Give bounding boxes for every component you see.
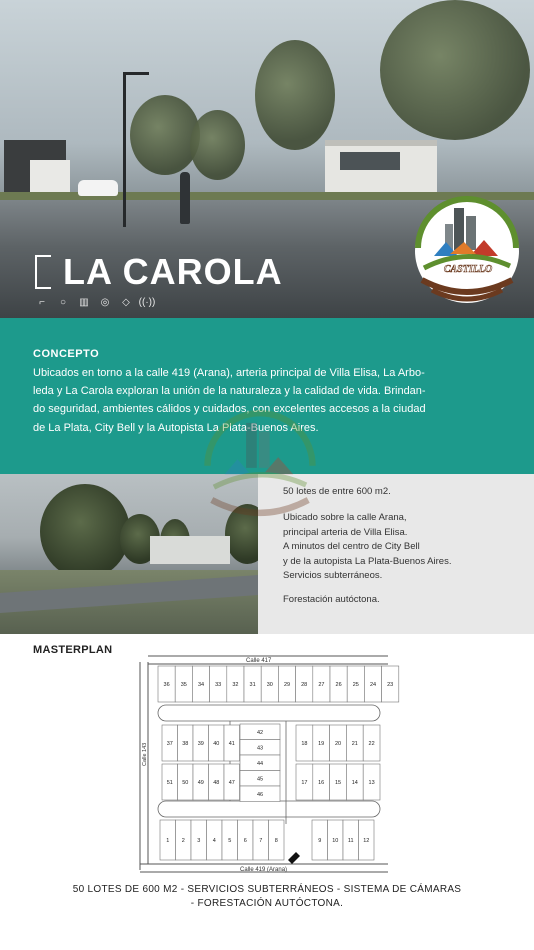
- info-line: y de la autopista La Plata-Buenos Aires.: [283, 555, 452, 567]
- lot-number: 19: [318, 741, 325, 747]
- lot-number: 23: [387, 682, 394, 688]
- lot-number: 25: [352, 682, 359, 688]
- lot-number: 47: [228, 780, 235, 786]
- lot-number: 35: [180, 682, 187, 688]
- lot-number: 1: [166, 838, 170, 844]
- lot-number: 37: [166, 741, 173, 747]
- internal-road: [158, 801, 380, 817]
- lot-number: 41: [228, 741, 235, 747]
- lot-number: 21: [351, 741, 358, 747]
- street-lamp-arm: [123, 72, 149, 75]
- masterplan-map: [130, 648, 392, 878]
- amenity-icons: [36, 296, 156, 308]
- lot-number: 28: [301, 682, 308, 688]
- house-window: [340, 152, 400, 170]
- info-line: Ubicado sobre la calle Arana,: [283, 512, 407, 523]
- concept-title: CONCEPTO: [33, 348, 100, 360]
- lot-number: 27: [318, 682, 325, 688]
- lot-number: 20: [334, 741, 342, 747]
- lots-summary: 50 lotes de entre 600 m2.: [283, 486, 391, 497]
- lot-number: 51: [166, 780, 173, 786]
- lot-number: 44: [256, 760, 264, 767]
- lot-number: 48: [213, 780, 220, 786]
- wifi-signal-icon: ((·)): [138, 296, 156, 308]
- lot-number: 12: [363, 838, 370, 844]
- footer-caption: [0, 883, 534, 911]
- lot-number: 32: [232, 682, 239, 688]
- house: [150, 536, 230, 564]
- lot-number: 39: [197, 741, 204, 747]
- tree: [130, 95, 200, 175]
- internal-road: [158, 705, 380, 721]
- forest-note: Forestación autóctona.: [283, 594, 380, 605]
- logo-watermark: [200, 410, 320, 530]
- street-label-bottom: Calle 419 (Arana): [240, 867, 288, 873]
- lot-number: 33: [215, 682, 222, 688]
- lot-number: 31: [249, 682, 256, 688]
- lot-number: 15: [334, 780, 342, 786]
- lot-number: 36: [163, 682, 170, 688]
- tree: [255, 40, 335, 150]
- street-label-left: Calle 143: [142, 742, 148, 766]
- tree: [40, 484, 130, 579]
- masterplan-title: MASTERPLAN: [33, 644, 113, 656]
- street-lamp: [123, 72, 126, 227]
- lot-number: 42: [256, 729, 264, 736]
- lot-number: 38: [182, 741, 189, 747]
- lot-number: 40: [213, 741, 220, 747]
- lot-number: 34: [197, 682, 205, 688]
- lot-number: 2: [181, 838, 185, 844]
- hero-title-group: [35, 252, 283, 292]
- logo-brand: CASTILLO: [443, 264, 493, 275]
- castillo-logo: [412, 196, 522, 308]
- lot-number: 17: [301, 780, 308, 786]
- lot-number: 7: [259, 838, 263, 844]
- trash-icon: ▥: [79, 296, 89, 308]
- lot-number: 6: [243, 838, 247, 844]
- footer-line: 50 LOTES DE 600 M2 - SERVICIOS SUBTERRÁNEOS - SISTEMA DE CÁMARAS: [72, 884, 462, 895]
- camera-icon: ⌐: [39, 296, 45, 308]
- lot-number: 14: [351, 780, 358, 786]
- info-line: A minutos del centro de City Bell: [283, 541, 420, 553]
- lot-number: 24: [369, 682, 377, 688]
- info-line: Servicios subterráneos.: [283, 570, 383, 582]
- water-drop-icon: ◇: [122, 296, 130, 308]
- info-line: principal arteria de Villa Elisa.: [283, 526, 408, 538]
- gas-icon: ◎: [100, 296, 110, 308]
- lot-number: 26: [335, 682, 342, 688]
- lot-number: 45: [256, 776, 264, 783]
- hero-title: LA CAROLA: [63, 251, 283, 292]
- person: [180, 172, 190, 224]
- lot-number: 29: [283, 682, 291, 688]
- lot-number: 13: [368, 780, 375, 786]
- concept-line: de La Plata, City Bell y la Autopista La Plata-Buenos Aires.: [33, 421, 319, 434]
- car: [78, 180, 118, 196]
- lot-number: 43: [256, 745, 264, 752]
- lot-number: 3: [197, 838, 201, 844]
- bracket-icon: [35, 255, 51, 289]
- lot-number: 11: [347, 838, 354, 844]
- lot-number: 5: [228, 838, 232, 844]
- entrance-marker: [288, 852, 300, 864]
- lot-number: 49: [197, 780, 204, 786]
- lot-number: 18: [301, 741, 308, 747]
- lot-number: 9: [318, 838, 322, 844]
- concept-line: leda y La Carola exploran la unión de la naturaleza y la calidad de vida. Brindan-: [33, 385, 426, 398]
- lot-number: 30: [266, 682, 273, 688]
- lot-number: 22: [368, 741, 375, 747]
- footer-line: - FORESTACIÓN AUTÓCTONA.: [190, 898, 344, 909]
- gatehouse: [30, 160, 70, 196]
- concept-line: Ubicados en torno a la calle 419 (Arana), arteria principal de Villa Elisa, La Arbo-: [33, 367, 425, 379]
- concept-line: do seguridad, ambientes cálidos y cuidados, con excelentes accesos a la ciudad: [33, 403, 426, 416]
- lot-number: 10: [332, 838, 339, 844]
- tree: [190, 110, 245, 180]
- street-label-top: Calle 417: [246, 658, 272, 664]
- lot-number: 8: [274, 838, 278, 844]
- lots-layer: [158, 666, 399, 860]
- lot-number: 16: [318, 780, 325, 786]
- tree: [380, 0, 530, 140]
- lot-number: 46: [256, 791, 264, 798]
- lightbulb-icon: ○: [59, 296, 67, 308]
- lot-number: 50: [182, 780, 189, 786]
- lot-number: 4: [212, 838, 216, 844]
